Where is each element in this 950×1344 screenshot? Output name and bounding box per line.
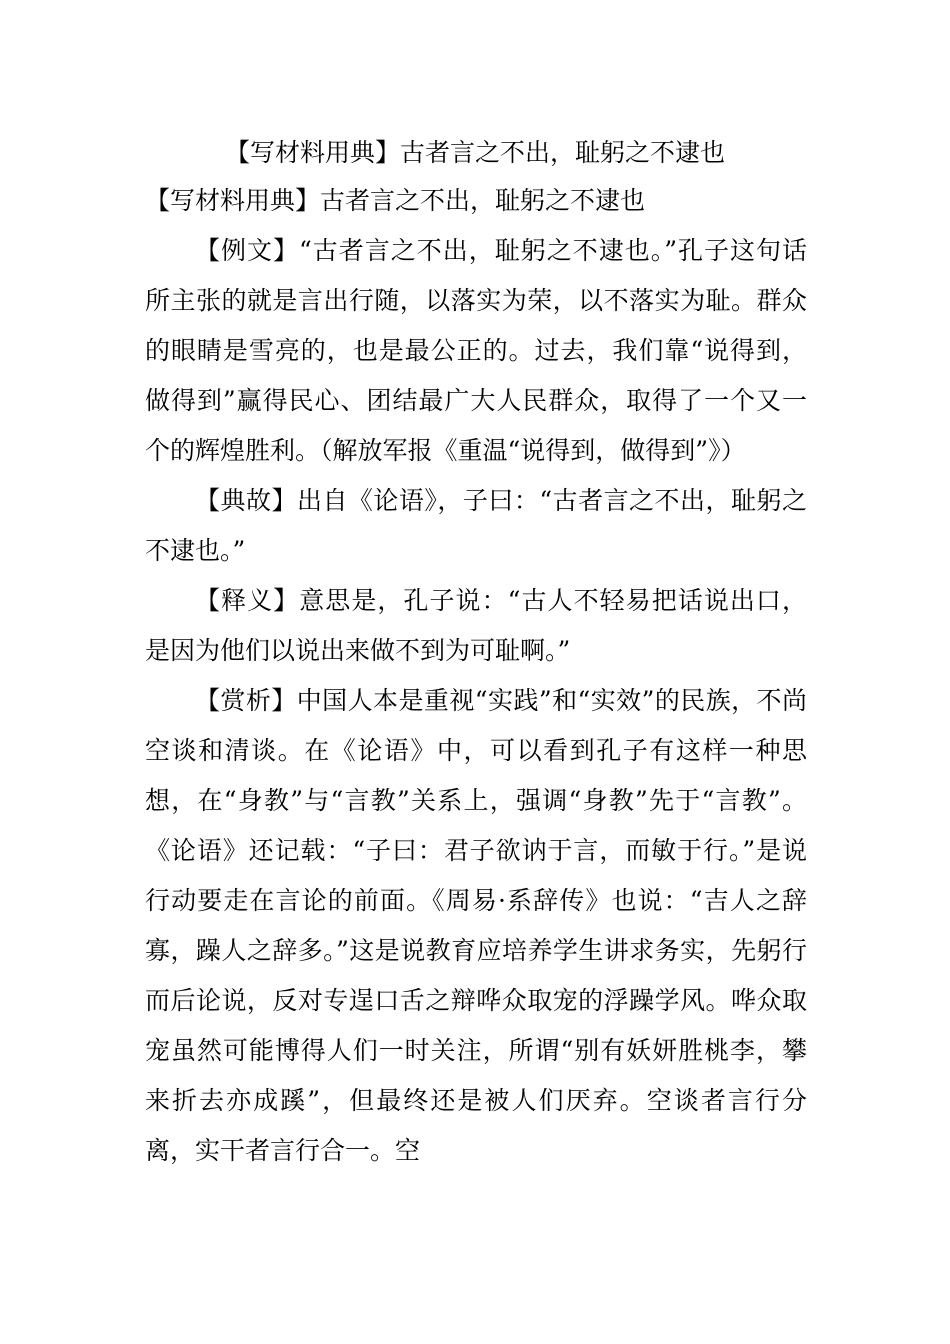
document-subtitle: 【写材料用典】古者言之不出，耻躬之不逮也: [145, 186, 646, 215]
document-body: [145, 176, 807, 1176]
paragraph-example: [145, 226, 807, 476]
paragraph-text: 出自《论语》，子曰：“古者言之不出，耻躬之不逮也。”: [145, 486, 807, 565]
paragraph-text: 中国人本是重视“实践”和“实效”的民族，不尚空谈和清谈。在《论语》中，可以看到孔子有这样一种思想，在“身教”与“言教”关系上，强调“身教”先于“言教”。 《论语》还记载：“子曰：君子欲讷于言，而敏于行。”是说行动要走在言论的前面。《周易·系辞传》也说：“吉人之辞寡，躁人之辞多。”这是说教育应培养学生讲求务实，先躬行而后论说，反对专逞口舌之辩哗众取宠的浮躁学风。哗众取宠虽然可能博得人们一时关注，所谓“别有妖妍胜桃李，攀来折去亦成蹊”，但最终还是被人们厌弃。空谈者言行分离，实干者言行合一。空: [145, 686, 807, 1165]
paragraph-text: “古者言之不出，耻躬之不逮也。”孔子这句话所主张的就是言出行随，以落实为荣，以不落实为耻。群众的眼睛是雪亮的，也是最公正的。过去，我们靠“说得到，做得到”赢得民心、团结最广大人民群众，取得了一个又一个的辉煌胜利。（解放军报《重温“说得到，做得到”》）: [145, 236, 807, 465]
document-title: 【写材料用典】古者言之不出，耻躬之不逮也: [224, 138, 725, 167]
paragraph-tag: 【释义】: [195, 586, 300, 615]
paragraph-meaning: [145, 576, 807, 676]
paragraph-text: 意思是，孔子说：“古人不轻易把话说出口，是因为他们以说出来做不到为可耻啊。”: [145, 586, 807, 665]
paragraph-tag: 【赏析】: [195, 686, 297, 715]
paragraph-tag: 【例文】: [195, 236, 299, 265]
paragraph-tag: 【典故】: [195, 486, 297, 515]
paragraph-appreciation: [145, 676, 807, 1176]
paragraph-allusion: [145, 476, 807, 576]
